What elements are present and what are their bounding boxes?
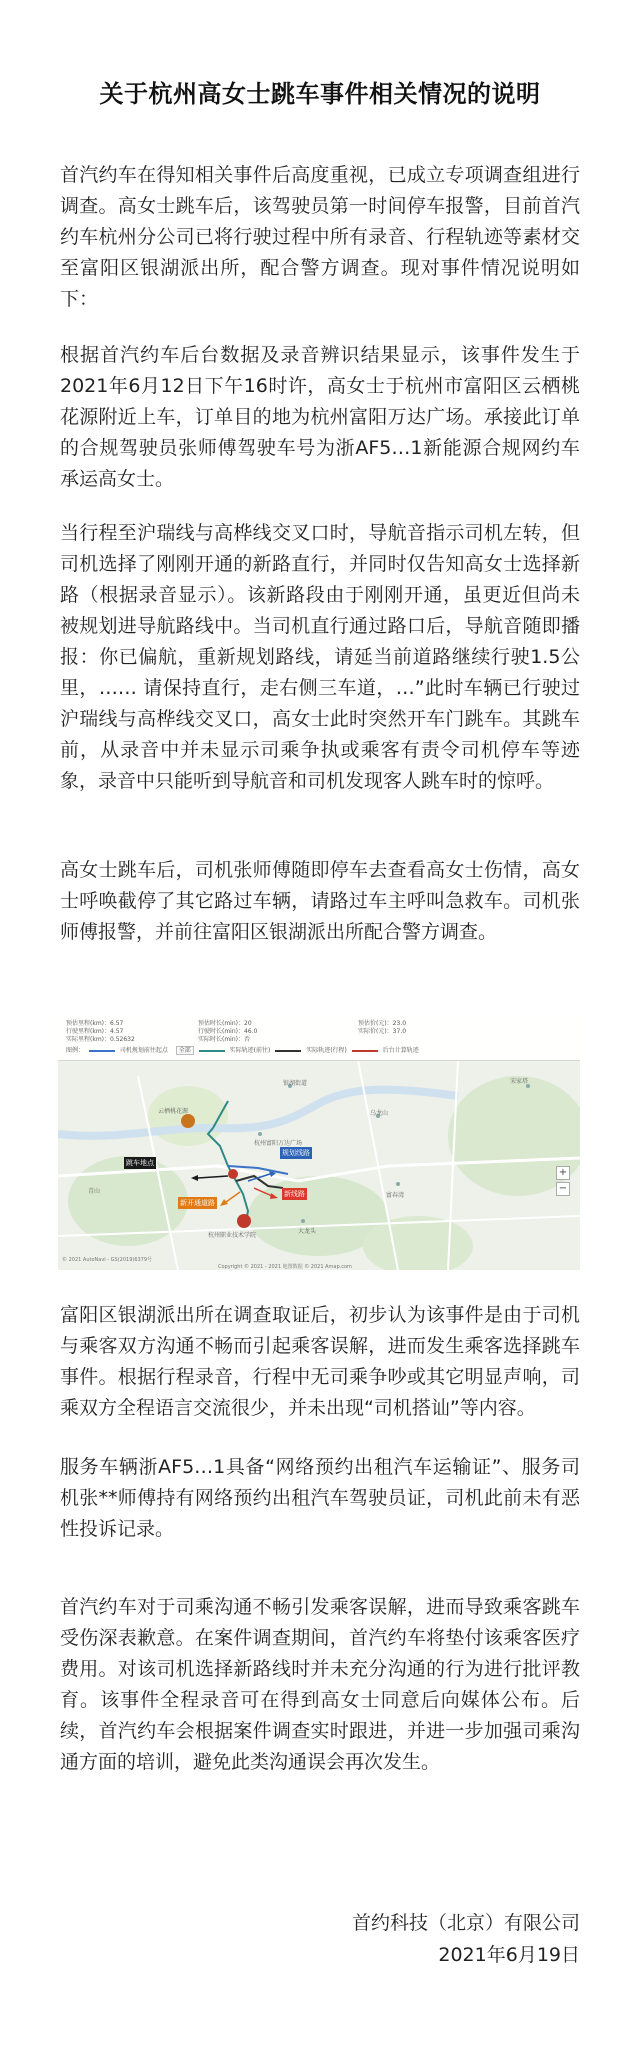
place-label: 杭州职业技术学院: [208, 1232, 257, 1239]
stat-actual-price: 实际价(元)：37.0: [358, 1028, 407, 1035]
stat-actual-duration: 实际时长(min)：否: [198, 1036, 250, 1043]
signature-date: 2021年6月19日: [438, 1944, 580, 1966]
stat-actual-distance: 实际里程(km)：0.52632: [66, 1036, 135, 1043]
stat-estimated-distance: 预估里程(km)：6.57: [66, 1020, 124, 1027]
label-planned-route: 规划线路: [282, 1149, 310, 1157]
signature-company: 首约科技（北京）有限公司: [351, 1912, 580, 1934]
paragraph-vehicle-license: 服务车辆浙AF5…1具备“网络预约出租汽车运输证”、服务司机张**师傅持有网络预约出租汽车驾驶员证，司机此前未有恶性投诉记录。: [60, 1456, 580, 1540]
zoom-out-button[interactable]: −: [556, 1182, 570, 1196]
place-label: 大龙头: [298, 1228, 317, 1235]
place-label: 银湖街道: [283, 1080, 308, 1087]
legend-item-trip: 实际轨迹(行程): [306, 1047, 347, 1054]
zoom-in-button[interactable]: +: [556, 1166, 570, 1180]
place-label: 青山: [88, 1188, 101, 1195]
map-legend: [58, 1016, 580, 1061]
stat-estimated-duration: 预估时长(min)：20: [198, 1020, 252, 1027]
label-new-road: 新开通道路: [180, 1199, 215, 1207]
label-jump-point: 跳车地点: [126, 1159, 154, 1167]
legend-item-backend: 后台计算轨迹: [382, 1047, 419, 1054]
document-title: 关于杭州高女士跳车事件相关情况的说明: [99, 80, 541, 108]
legend-swatch-dark: [275, 1050, 301, 1052]
place-label: 杭州富阳万达广场: [254, 1140, 303, 1147]
stat-driven-duration: 行驶时长(min)：46.0: [198, 1028, 258, 1035]
stat-driven-distance: 行驶里程(km)：4.57: [66, 1028, 124, 1035]
place-label: 云栖桃花源: [158, 1108, 189, 1115]
paragraph-intro: 首汽约车在得知相关事件后高度重视，已成立专项调查组进行调查。高女士跳车后，该驾驶员第一时间停车报警，目前首汽约车杭州分公司已将行驶过程中所有录音、行程轨迹等素材交至富阳区银湖派出所，配合警方调查。现对事件情况说明如下：: [60, 164, 580, 310]
paragraph-after-jump: 高女士跳车后，司机张师傅随即停车去查看高女士伤情，高女士呼唤截停了其它路过车辆，请路过车主呼叫急救车。司机张师傅报警，并前往富阳区银湖派出所配合警方调查。: [60, 859, 580, 943]
end-marker: [237, 1214, 251, 1228]
route-map: [58, 1016, 580, 1270]
paragraph-police-finding: 富阳区银湖派出所在调查取证后，初步认为该事件是由于司机与乘客双方沟通不畅而引起乘客误解，进而发生乘客选择跳车事件。根据行程录音，行程中无司乘争吵或其它明显声响，司乘双方全程语言交流很少，并未出现“司机搭讪”等内容。: [60, 1304, 580, 1419]
legend-swatch-teal: [199, 1050, 225, 1052]
start-marker: [181, 1114, 195, 1128]
label-new-route: 新线路: [284, 1190, 305, 1198]
paragraph-background: 根据首汽约车后台数据及录音辨识结果显示，该事件发生于2021年6月12日下午16时许，高女士于杭州市富阳区云栖桃花源附近上车，订单目的地为杭州富阳万达广场。承接此订单的合规驾驶员张师傅驾驶车号为浙AF5…1新能源合规网约车承运高女士。: [60, 344, 580, 490]
paragraph-apology: 首汽约车对于司乘沟通不畅引发乘客误解，进而导致乘客跳车受伤深表歉意。在案件调查期间，首汽约车将垫付该乘客医疗费用。对该司机选择新路线时并未充分沟通的行为进行批评教育。该事件全程录音可在得到高女士同意后向媒体公布。后续，首汽约车会根据案件调查实时跟进，并进一步加强司乘沟通方面的培训，避免此类沟通误会再次发生。: [60, 1596, 580, 1773]
place-label: 乌龙山: [370, 1110, 389, 1117]
legend-label: 图例：: [66, 1047, 85, 1054]
legend-swatch-blue: [89, 1050, 115, 1052]
jump-marker: [228, 1169, 238, 1179]
map-credit-left: © 2021 AutoNavi - GS(2019)6379号: [62, 1257, 153, 1263]
legend-swatch-red: [352, 1050, 378, 1052]
place-label: 富春湾: [386, 1192, 405, 1199]
map-credit-bottom: Copyright © 2021 - 2021 地图数据 © 2021 Amap.com: [218, 1264, 352, 1270]
paragraph-incident: 当行程至沪瑞线与高桦线交叉口时，导航音指示司机左转，但司机选择了刚刚开通的新路直行，并同时仅告知高女士选择新路（根据录音显示）。该新路段由于刚刚开通，虽更近但尚未被规划进导航路线中。当司机直行通过路口后，导航音随即播报：你已偏航，重新规划路线，请延当前道路继续行驶1.5公里，…… 请保持直行，走右侧三车道，…”此时车辆已行驶过沪瑞线与高桦线交叉口，高女士此时突然开车门跳车。其跳车前，从录音中并未显示司乘争执或乘客有责令司机停车等迹象，录音中只能听到导航音和司机发现客人跳车时的惊呼。: [60, 522, 580, 792]
stat-estimated-price: 预估价(元)：23.0: [358, 1020, 407, 1027]
legend-item-pickup: 实际轨迹(前往): [229, 1047, 271, 1054]
place-label: 宋家塔: [510, 1078, 529, 1085]
zoom-control: [556, 1166, 570, 1198]
legend-item-planned: 司机规划前往起点: [119, 1047, 168, 1054]
legend-toggle-button[interactable]: 全部: [176, 1046, 194, 1055]
